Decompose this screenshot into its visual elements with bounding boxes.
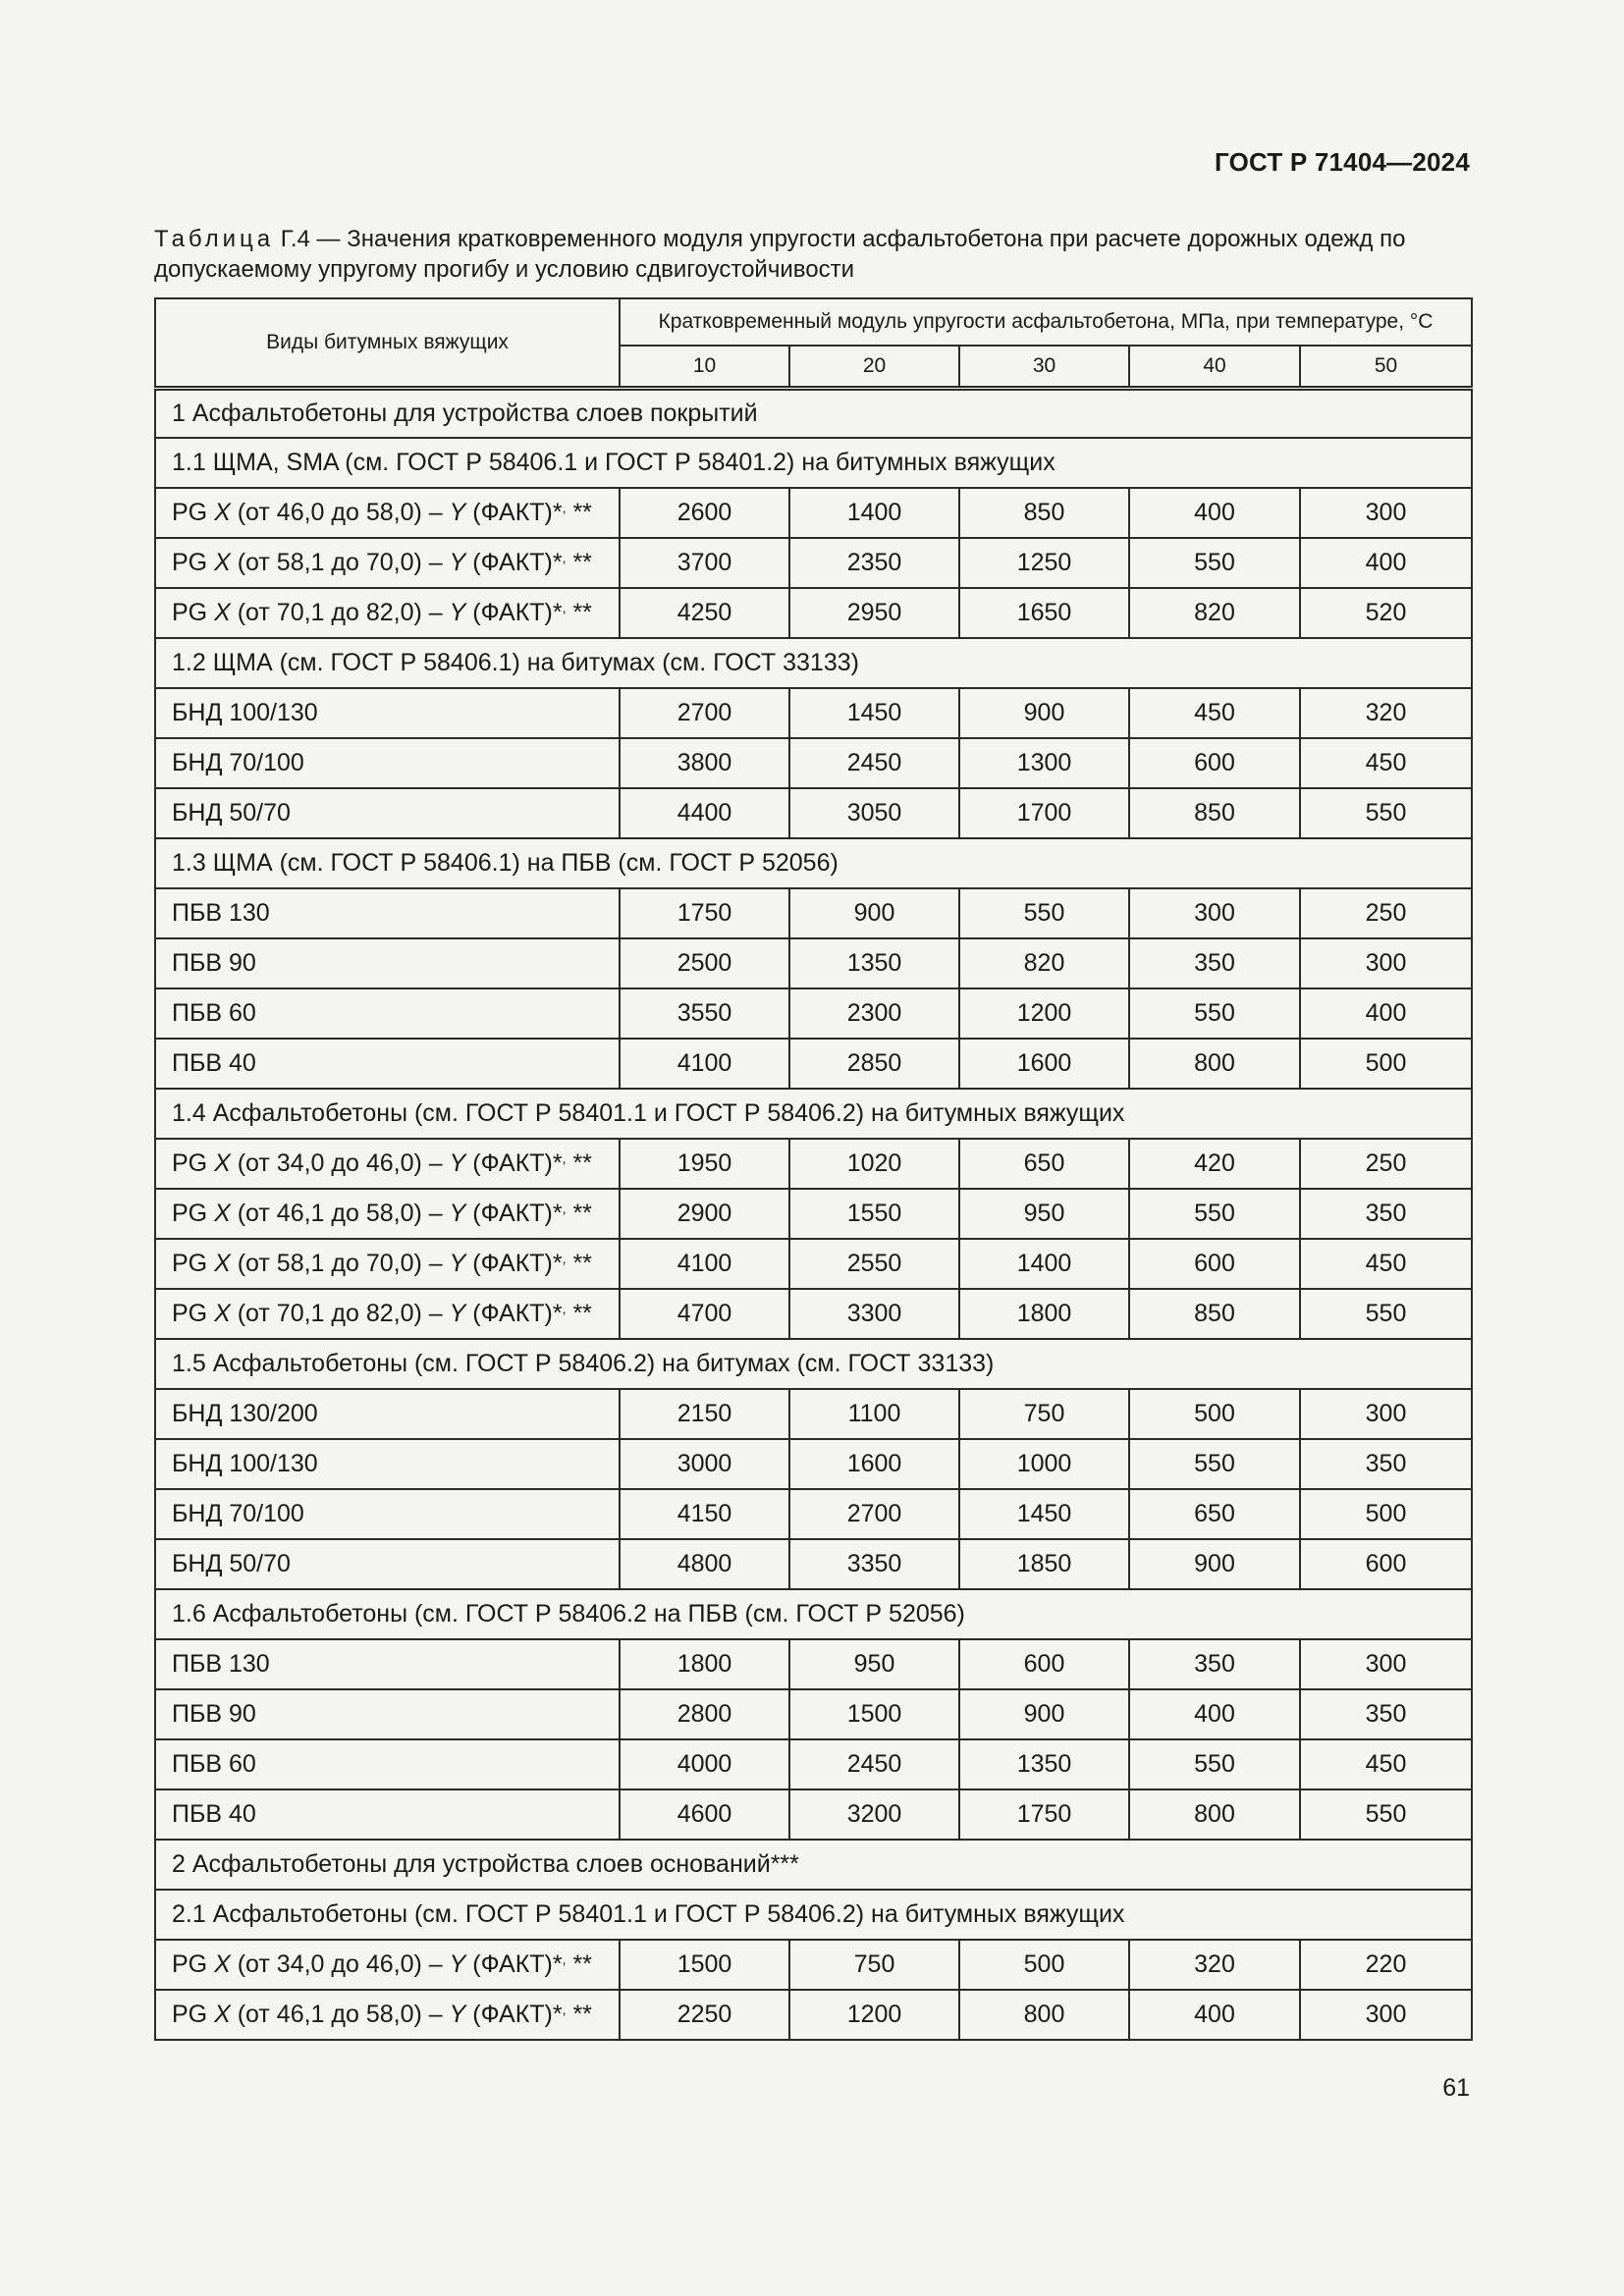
- modulus-value: 550: [959, 888, 1129, 938]
- modulus-value: 550: [1129, 538, 1300, 588]
- pg-sup: ,: [562, 1201, 567, 1216]
- pg-sup: ,: [562, 600, 567, 615]
- pg-x: X: [214, 499, 231, 526]
- modulus-value: 350: [1129, 938, 1300, 988]
- modulus-value: 450: [1300, 1739, 1472, 1789]
- temp-10: 10: [620, 346, 789, 388]
- modulus-value: 2700: [620, 688, 789, 738]
- modulus-value: 400: [1300, 988, 1472, 1039]
- pg-sup: ,: [562, 500, 567, 515]
- doc-code: ГОСТ Р 71404—2024: [1215, 147, 1470, 177]
- modulus-value: 2300: [789, 988, 959, 1039]
- modulus-value: 1700: [959, 788, 1129, 838]
- modulus-value: 2550: [789, 1239, 959, 1289]
- binder-name: [155, 538, 620, 588]
- modulus-value: 2450: [789, 738, 959, 788]
- modulus-value: 400: [1300, 538, 1472, 588]
- pg-open: (: [230, 1950, 246, 1978]
- binder-name: [155, 1239, 620, 1289]
- section-title: 1 Асфальтобетоны для устройства слоев покрытий: [155, 388, 1472, 438]
- pg-sup: ,: [562, 1951, 567, 1967]
- binder-name: ПБВ 90: [155, 938, 620, 988]
- modulus-value: 900: [789, 888, 959, 938]
- temp-50: 50: [1300, 346, 1472, 388]
- pg-open: (: [230, 2001, 246, 2028]
- modulus-value: 3050: [789, 788, 959, 838]
- modulus-value: 550: [1129, 1439, 1300, 1489]
- table-row: [155, 988, 1472, 1039]
- pg-x: X: [214, 2001, 231, 2028]
- pg-x: X: [214, 1950, 231, 1978]
- modulus-value: 1450: [789, 688, 959, 738]
- table-caption: [154, 224, 1470, 285]
- modulus-value: 3300: [789, 1289, 959, 1339]
- modulus-value: 600: [959, 1639, 1129, 1689]
- modulus-value: 850: [959, 488, 1129, 538]
- modulus-value: 800: [959, 1990, 1129, 2040]
- binder-name: ПБВ 60: [155, 988, 620, 1039]
- table-body: [155, 388, 1472, 2040]
- modulus-value: 4700: [620, 1289, 789, 1339]
- modulus-value: 4100: [620, 1239, 789, 1289]
- pg-end: **: [566, 599, 592, 626]
- modulus-value: 800: [1129, 1789, 1300, 1840]
- modulus-value: 950: [959, 1189, 1129, 1239]
- table-row: [155, 1439, 1472, 1489]
- pg-range: от 46,0 до 58,0: [245, 499, 414, 526]
- pg-range: от 34,0 до 46,0: [245, 1950, 414, 1978]
- binder-name: БНД 100/130: [155, 688, 620, 738]
- modulus-table: [154, 297, 1473, 2041]
- pg-sup: ,: [562, 2002, 567, 2017]
- binder-name: [155, 588, 620, 638]
- table-row: [155, 1189, 1472, 1239]
- modulus-value: 250: [1300, 888, 1472, 938]
- pg-close: ) –: [413, 2001, 450, 2028]
- modulus-value: 500: [1129, 1389, 1300, 1439]
- table-row: [155, 888, 1472, 938]
- modulus-value: 350: [1300, 1439, 1472, 1489]
- modulus-value: 500: [1300, 1039, 1472, 1089]
- modulus-value: 320: [1129, 1940, 1300, 1990]
- pg-x: X: [214, 1200, 231, 1227]
- pg-open: (: [230, 1200, 246, 1227]
- pg-range: от 70,1 до 82,0: [245, 1300, 414, 1327]
- section-title: 1.6 Асфальтобетоны (см. ГОСТ Р 58406.2 на ПБВ (см. ГОСТ Р 52056): [155, 1589, 1472, 1639]
- section-title: 2 Асфальтобетоны для устройства слоев оснований***: [155, 1840, 1472, 1890]
- pg-suffix: (ФАКТ)*: [465, 1250, 563, 1277]
- pg-sup: ,: [562, 1150, 567, 1166]
- section-row: [155, 838, 1472, 888]
- pg-prefix: PG: [172, 1300, 215, 1327]
- modulus-value: 520: [1300, 588, 1472, 638]
- pg-prefix: PG: [172, 549, 215, 576]
- modulus-value: 1350: [959, 1739, 1129, 1789]
- pg-suffix: (ФАКТ)*: [465, 549, 563, 576]
- modulus-value: 400: [1129, 1990, 1300, 2040]
- modulus-value: 1500: [620, 1940, 789, 1990]
- table-row: [155, 1739, 1472, 1789]
- pg-sup: ,: [562, 1251, 567, 1266]
- modulus-value: 1550: [789, 1189, 959, 1239]
- binder-name: ПБВ 40: [155, 1039, 620, 1089]
- modulus-value: 1600: [789, 1439, 959, 1489]
- binder-name: БНД 70/100: [155, 738, 620, 788]
- pg-suffix: (ФАКТ)*: [465, 1950, 563, 1978]
- binder-name: ПБВ 130: [155, 888, 620, 938]
- binder-name: [155, 488, 620, 538]
- pg-prefix: PG: [172, 1149, 215, 1177]
- modulus-value: 3700: [620, 538, 789, 588]
- binder-name: БНД 130/200: [155, 1389, 620, 1439]
- modulus-value: 3550: [620, 988, 789, 1039]
- caption-text: Г.4 — Значения кратковременного модуля упругости асфальтобетона при расчете дорожных одежд по допускаемому упругому прогибу и условию сдвигоустойчивости: [154, 226, 1406, 283]
- pg-x: X: [214, 549, 231, 576]
- modulus-value: 2900: [620, 1189, 789, 1239]
- modulus-value: 4150: [620, 1489, 789, 1539]
- pg-prefix: PG: [172, 1200, 215, 1227]
- modulus-value: 2500: [620, 938, 789, 988]
- modulus-value: 1200: [789, 1990, 959, 2040]
- table-row: [155, 1539, 1472, 1589]
- table-row: [155, 488, 1472, 538]
- table-row: [155, 688, 1472, 738]
- modulus-value: 300: [1300, 488, 1472, 538]
- modulus-value: 550: [1129, 1739, 1300, 1789]
- pg-suffix: (ФАКТ)*: [465, 499, 563, 526]
- modulus-value: 550: [1300, 788, 1472, 838]
- modulus-value: 550: [1129, 988, 1300, 1039]
- pg-open: (: [230, 549, 246, 576]
- modulus-value: 1750: [959, 1789, 1129, 1840]
- modulus-value: 420: [1129, 1139, 1300, 1189]
- section-title: 1.4 Асфальтобетоны (см. ГОСТ Р 58401.1 и ГОСТ Р 58406.2) на битумных вяжущих: [155, 1089, 1472, 1139]
- pg-sup: ,: [562, 550, 567, 565]
- pg-close: ) –: [413, 1200, 450, 1227]
- page-number: 61: [1442, 2074, 1470, 2102]
- modulus-value: 220: [1300, 1940, 1472, 1990]
- modulus-value: 1250: [959, 538, 1129, 588]
- modulus-value: 300: [1129, 888, 1300, 938]
- pg-open: (: [230, 1149, 246, 1177]
- table-row: [155, 738, 1472, 788]
- pg-y: Y: [449, 549, 466, 576]
- modulus-value: 2950: [789, 588, 959, 638]
- pg-close: ) –: [413, 1250, 450, 1277]
- binder-name: ПБВ 130: [155, 1639, 620, 1689]
- modulus-value: 1000: [959, 1439, 1129, 1489]
- pg-end: **: [566, 1149, 592, 1177]
- binder-name: БНД 100/130: [155, 1439, 620, 1489]
- modulus-value: 350: [1300, 1189, 1472, 1239]
- modulus-value: 3350: [789, 1539, 959, 1589]
- table-row: [155, 1239, 1472, 1289]
- section-row: [155, 1890, 1472, 1940]
- modulus-value: 2600: [620, 488, 789, 538]
- modulus-value: 1800: [620, 1639, 789, 1689]
- modulus-value: 1350: [789, 938, 959, 988]
- modulus-value: 650: [959, 1139, 1129, 1189]
- modulus-value: 4000: [620, 1739, 789, 1789]
- modulus-value: 850: [1129, 1289, 1300, 1339]
- modulus-value: 1300: [959, 738, 1129, 788]
- modulus-value: 350: [1300, 1689, 1472, 1739]
- modulus-value: 4250: [620, 588, 789, 638]
- modulus-value: 750: [789, 1940, 959, 1990]
- section-title: 1.1 ЩМА, SMA (см. ГОСТ Р 58406.1 и ГОСТ Р 58401.2) на битумных вяжущих: [155, 438, 1472, 488]
- modulus-value: 450: [1300, 1239, 1472, 1289]
- binder-name: БНД 50/70: [155, 788, 620, 838]
- modulus-value: 1650: [959, 588, 1129, 638]
- table-row: [155, 1940, 1472, 1990]
- pg-open: (: [230, 1300, 246, 1327]
- modulus-value: 1100: [789, 1389, 959, 1439]
- table-row: [155, 1689, 1472, 1739]
- modulus-value: 2450: [789, 1739, 959, 1789]
- modulus-value: 2700: [789, 1489, 959, 1539]
- modulus-value: 900: [1129, 1539, 1300, 1589]
- modulus-value: 550: [1300, 1289, 1472, 1339]
- pg-x: X: [214, 1149, 231, 1177]
- pg-x: X: [214, 1300, 231, 1327]
- pg-y: Y: [449, 1250, 466, 1277]
- pg-range: от 58,1 до 70,0: [245, 1250, 414, 1277]
- pg-x: X: [214, 1250, 231, 1277]
- modulus-value: 900: [959, 1689, 1129, 1739]
- table-row: [155, 588, 1472, 638]
- modulus-value: 400: [1129, 488, 1300, 538]
- pg-end: **: [566, 499, 592, 526]
- binder-name: БНД 50/70: [155, 1539, 620, 1589]
- section-row: [155, 438, 1472, 488]
- pg-y: Y: [449, 499, 466, 526]
- modulus-value: 450: [1129, 688, 1300, 738]
- temp-40: 40: [1129, 346, 1300, 388]
- section-title: 1.3 ЩМА (см. ГОСТ Р 58406.1) на ПБВ (см. ГОСТ Р 52056): [155, 838, 1472, 888]
- pg-end: **: [566, 2001, 592, 2028]
- pg-close: ) –: [413, 1300, 450, 1327]
- pg-end: **: [566, 1200, 592, 1227]
- modulus-value: 3800: [620, 738, 789, 788]
- modulus-value: 550: [1300, 1789, 1472, 1840]
- pg-end: **: [566, 549, 592, 576]
- table-row: [155, 1639, 1472, 1689]
- table-row: [155, 1139, 1472, 1189]
- table-row: [155, 938, 1472, 988]
- pg-suffix: (ФАКТ)*: [465, 1149, 563, 1177]
- modulus-value: 4800: [620, 1539, 789, 1589]
- modulus-value: 300: [1300, 938, 1472, 988]
- section-title: 1.5 Асфальтобетоны (см. ГОСТ Р 58406.2) на битумах (см. ГОСТ 33133): [155, 1339, 1472, 1389]
- pg-range: от 58,1 до 70,0: [245, 549, 414, 576]
- binder-name: ПБВ 40: [155, 1789, 620, 1840]
- pg-close: ) –: [413, 1149, 450, 1177]
- modulus-value: 1800: [959, 1289, 1129, 1339]
- binder-name: ПБВ 90: [155, 1689, 620, 1739]
- modulus-value: 1200: [959, 988, 1129, 1039]
- pg-suffix: (ФАКТ)*: [465, 2001, 563, 2028]
- modulus-value: 820: [1129, 588, 1300, 638]
- pg-open: (: [230, 1250, 246, 1277]
- section-row: [155, 1589, 1472, 1639]
- pg-y: Y: [449, 1300, 466, 1327]
- pg-y: Y: [449, 2001, 466, 2028]
- pg-prefix: PG: [172, 499, 215, 526]
- pg-y: Y: [449, 1149, 466, 1177]
- modulus-value: 600: [1129, 738, 1300, 788]
- modulus-value: 300: [1300, 1990, 1472, 2040]
- modulus-value: 800: [1129, 1039, 1300, 1089]
- pg-range: от 34,0 до 46,0: [245, 1149, 414, 1177]
- section-row: [155, 638, 1472, 688]
- pg-x: X: [214, 599, 231, 626]
- modulus-value: 820: [959, 938, 1129, 988]
- pg-end: **: [566, 1250, 592, 1277]
- pg-close: ) –: [413, 499, 450, 526]
- pg-close: ) –: [413, 599, 450, 626]
- modulus-value: 4600: [620, 1789, 789, 1840]
- pg-prefix: PG: [172, 1950, 215, 1978]
- temp-20: 20: [789, 346, 959, 388]
- section-row: [155, 1840, 1472, 1890]
- pg-range: от 70,1 до 82,0: [245, 599, 414, 626]
- modulus-value: 1400: [789, 488, 959, 538]
- modulus-value: 2150: [620, 1389, 789, 1439]
- temp-30: 30: [959, 346, 1129, 388]
- modulus-value: 300: [1300, 1639, 1472, 1689]
- modulus-value: 650: [1129, 1489, 1300, 1539]
- modulus-value: 3000: [620, 1439, 789, 1489]
- modulus-value: 1020: [789, 1139, 959, 1189]
- pg-close: ) –: [413, 1950, 450, 1978]
- pg-end: **: [566, 1950, 592, 1978]
- modulus-value: 600: [1129, 1239, 1300, 1289]
- table-row: [155, 1489, 1472, 1539]
- pg-y: Y: [449, 1200, 466, 1227]
- modulus-value: 1850: [959, 1539, 1129, 1589]
- table-row: [155, 1039, 1472, 1089]
- modulus-value: 1750: [620, 888, 789, 938]
- pg-suffix: (ФАКТ)*: [465, 1300, 563, 1327]
- binder-name: [155, 1139, 620, 1189]
- modulus-value: 2800: [620, 1689, 789, 1739]
- modulus-value: 250: [1300, 1139, 1472, 1189]
- modulus-value: 300: [1300, 1389, 1472, 1439]
- modulus-value: 850: [1129, 788, 1300, 838]
- modulus-value: 950: [789, 1639, 959, 1689]
- pg-suffix: (ФАКТ)*: [465, 1200, 563, 1227]
- modulus-value: 4100: [620, 1039, 789, 1089]
- binder-name: БНД 70/100: [155, 1489, 620, 1539]
- pg-prefix: PG: [172, 599, 215, 626]
- pg-sup: ,: [562, 1301, 567, 1316]
- caption-prefix: Таблица: [154, 226, 275, 252]
- pg-range: от 46,1 до 58,0: [245, 1200, 414, 1227]
- pg-prefix: PG: [172, 1250, 215, 1277]
- modulus-value: 550: [1129, 1189, 1300, 1239]
- modulus-value: 350: [1129, 1639, 1300, 1689]
- section-row: [155, 1339, 1472, 1389]
- table-row: [155, 1789, 1472, 1840]
- pg-y: Y: [449, 599, 466, 626]
- modulus-value: 1500: [789, 1689, 959, 1739]
- table-row: [155, 1389, 1472, 1439]
- section-row: [155, 1089, 1472, 1139]
- section-title: 2.1 Асфальтобетоны (см. ГОСТ Р 58401.1 и ГОСТ Р 58406.2) на битумных вяжущих: [155, 1890, 1472, 1940]
- binder-name: [155, 1189, 620, 1239]
- table-row: [155, 1990, 1472, 2040]
- modulus-value: 1600: [959, 1039, 1129, 1089]
- modulus-value: 4400: [620, 788, 789, 838]
- modulus-value: 3200: [789, 1789, 959, 1840]
- section-row: [155, 388, 1472, 438]
- pg-open: (: [230, 499, 246, 526]
- pg-end: **: [566, 1300, 592, 1327]
- binder-name: ПБВ 60: [155, 1739, 620, 1789]
- pg-suffix: (ФАКТ)*: [465, 599, 563, 626]
- modulus-value: 900: [959, 688, 1129, 738]
- header-row: [155, 298, 1472, 346]
- modulus-value: 750: [959, 1389, 1129, 1439]
- table-row: [155, 788, 1472, 838]
- pg-y: Y: [449, 1950, 466, 1978]
- table-row: [155, 1289, 1472, 1339]
- pg-open: (: [230, 599, 246, 626]
- modulus-value: 1400: [959, 1239, 1129, 1289]
- pg-prefix: PG: [172, 2001, 215, 2028]
- binder-name: [155, 1990, 620, 2040]
- table-row: [155, 538, 1472, 588]
- modulus-value: 1450: [959, 1489, 1129, 1539]
- pg-range: от 46,1 до 58,0: [245, 2001, 414, 2028]
- binder-header: Виды битумных вяжущих: [155, 298, 620, 388]
- modulus-value: 600: [1300, 1539, 1472, 1589]
- modulus-value: 2850: [789, 1039, 959, 1089]
- binder-name: [155, 1940, 620, 1990]
- modulus-value: 500: [1300, 1489, 1472, 1539]
- modulus-value: 2250: [620, 1990, 789, 2040]
- pg-close: ) –: [413, 549, 450, 576]
- modulus-value: 450: [1300, 738, 1472, 788]
- modulus-value: 2350: [789, 538, 959, 588]
- modulus-value: 500: [959, 1940, 1129, 1990]
- binder-name: [155, 1289, 620, 1339]
- modulus-value: 320: [1300, 688, 1472, 738]
- modulus-header: Кратковременный модуль упругости асфальтобетона, МПа, при температуре, °С: [620, 298, 1472, 346]
- modulus-value: 400: [1129, 1689, 1300, 1739]
- modulus-value: 1950: [620, 1139, 789, 1189]
- section-title: 1.2 ЩМА (см. ГОСТ Р 58406.1) на битумах (см. ГОСТ 33133): [155, 638, 1472, 688]
